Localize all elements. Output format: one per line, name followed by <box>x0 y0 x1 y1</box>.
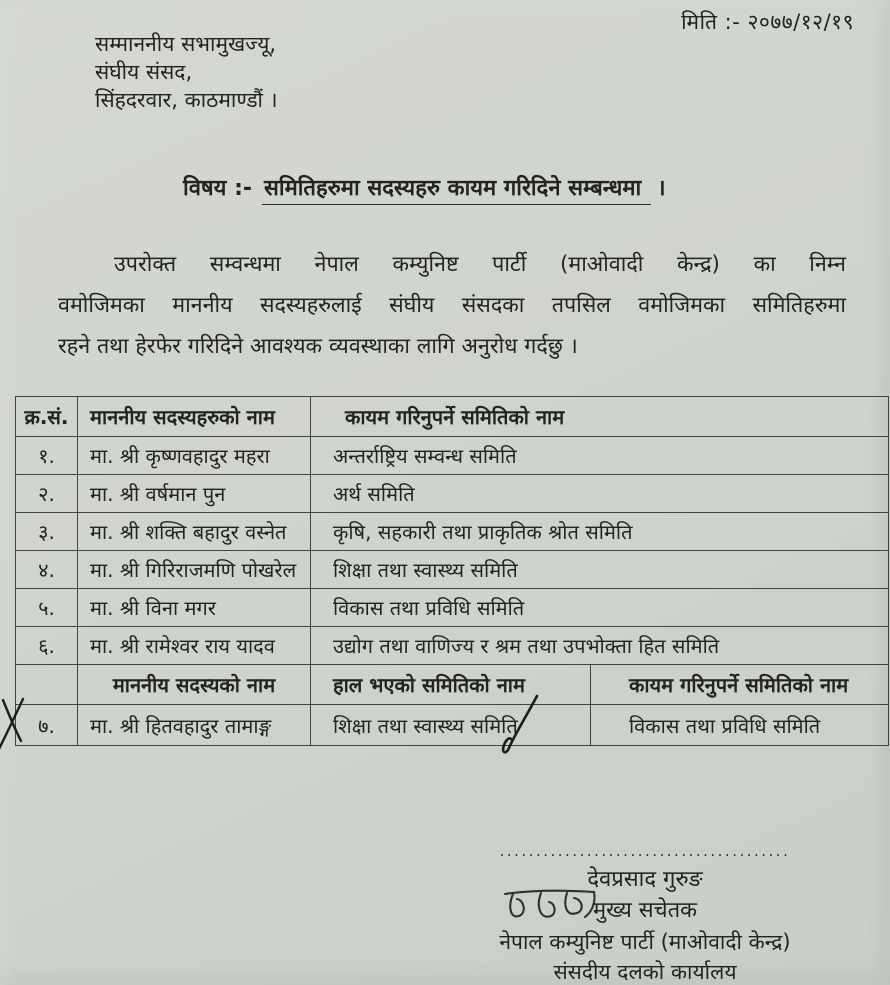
table-row <box>16 627 889 665</box>
office-name: संसदीय दलको कार्यालय <box>553 960 737 984</box>
table-row <box>16 551 889 589</box>
signature-block <box>440 842 850 985</box>
table-row <box>16 705 889 746</box>
cell-member: मा. श्री वर्षमान पुन <box>78 475 311 513</box>
date-line: मिति :- २०७७/१२/१९ <box>681 10 854 34</box>
cell-serial: २. <box>16 475 78 513</box>
table-row <box>16 475 889 513</box>
subject-line <box>183 172 666 202</box>
table-row <box>16 437 889 475</box>
cell-new-committee: विकास तथा प्रविधि समिति <box>591 705 889 746</box>
recipient-line-1: सम्माननीय सभामुखज्यू, <box>95 32 277 56</box>
cell-committee: उद्योग तथा वाणिज्य र श्रम तथा उपभोक्ता हित समिति <box>311 627 889 665</box>
subheader-empty-cell <box>16 665 78 705</box>
body-line-3: रहने तथा हेरफेर गरिदिने आवश्यक व्यवस्थाका लागि अनुरोध गर्दछु । <box>58 334 578 359</box>
signatory-title: मुख्य सचेतक <box>592 898 698 923</box>
party-name: नेपाल कम्युनिष्ट पार्टी (माओवादी केन्द्र) <box>499 930 791 954</box>
recipient-address <box>95 30 278 114</box>
cell-serial: ३. <box>16 513 78 551</box>
cell-committee: शिक्षा तथा स्वास्थ्य समिति <box>311 551 889 589</box>
cell-member: मा. श्री कृष्णवहादुर महरा <box>78 437 311 475</box>
subheader-new-committee: कायम गरिनुपर्ने समितिको नाम <box>591 665 889 705</box>
table-header-row <box>16 397 889 437</box>
cell-serial: १. <box>16 437 78 475</box>
table-row <box>16 513 889 551</box>
subject-end-mark: । <box>657 176 666 201</box>
cell-member: मा. श्री रामेश्वर राय यादव <box>78 627 311 665</box>
cell-committee: अर्थ समिति <box>311 475 889 513</box>
body-paragraph <box>58 250 846 373</box>
cell-member: मा. श्री शक्ति बहादुर वस्नेत <box>78 513 311 551</box>
committee-table <box>15 396 889 746</box>
signature-dotted-line: ........................................ <box>499 842 791 860</box>
header-member-name: माननीय सदस्यहरुको नाम <box>78 397 311 437</box>
cell-serial: ६. <box>16 627 78 665</box>
recipient-line-2: संघीय संसद, <box>95 60 193 84</box>
cell-member: मा. श्री हितवहादुर तामाङ्ग <box>78 705 311 746</box>
header-serial: क्र.सं. <box>16 397 78 437</box>
cell-committee: अन्तर्राष्ट्रिय सम्वन्ध समिति <box>311 437 889 475</box>
cell-serial: ५. <box>16 589 78 627</box>
signatory-name: देवप्रसाद गुरुङ <box>587 867 703 892</box>
subheader-member-name: माननीय सदस्यको नाम <box>78 665 311 705</box>
header-committee-name: कायम गरिनुपर्ने समितिको नाम <box>311 397 889 437</box>
cell-committee: कृषि, सहकारी तथा प्राकृतिक श्रोत समिति <box>311 513 889 551</box>
cell-committee: विकास तथा प्रविधि समिति <box>311 589 889 627</box>
cell-serial: ४. <box>16 551 78 589</box>
body-line-2: वमोजिमका माननीय सदस्यहरुलाई संघीय संसदका तपसिल वमोजिमका समितिहरुमा <box>58 293 846 318</box>
cell-member: मा. श्री गिरिराजमणि पोखरेल <box>78 551 311 589</box>
cell-member: मा. श्री विना मगर <box>78 589 311 627</box>
cell-current-committee: शिक्षा तथा स्वास्थ्य समिति <box>311 705 591 746</box>
subheader-current-committee: हाल भएको समितिको नाम <box>311 665 591 705</box>
table-row <box>16 589 889 627</box>
recipient-line-3: सिंहदरवार, काठमाण्डौं । <box>95 88 278 112</box>
cell-serial: ७. <box>16 705 78 746</box>
subject-underlined-text: समितिहरुमा सदस्यहरु कायम गरिदिने सम्बन्धमा <box>262 176 651 205</box>
subject-prefix: विषय :- <box>183 176 252 201</box>
table-subheader-row <box>16 665 889 705</box>
body-line-1: उपरोक्त सम्वन्धमा नेपाल कम्युनिष्ट पार्टी (माओवादी केन्द्र) का निम्न <box>114 252 846 277</box>
